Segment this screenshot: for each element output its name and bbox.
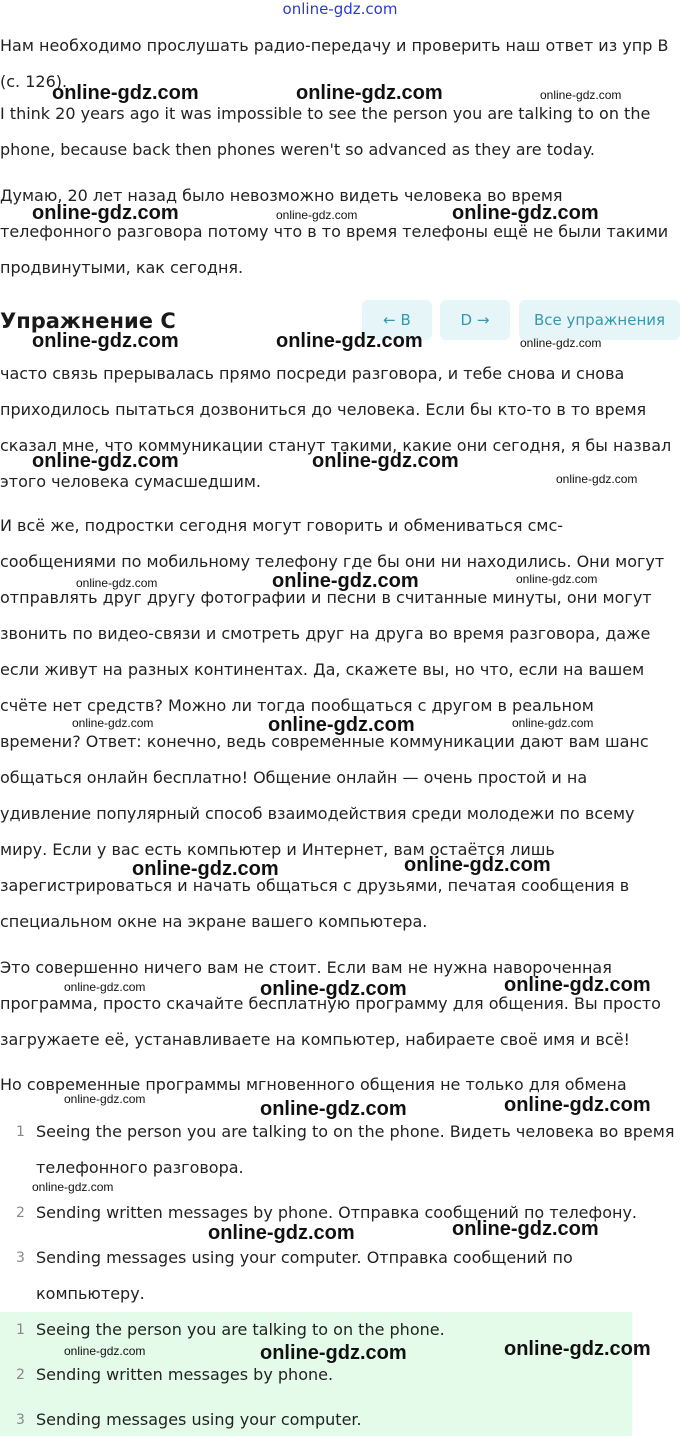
watermark: online-gdz.com [556,472,638,486]
watermark: online-gdz.com [32,450,179,472]
answers-block [0,1312,632,1436]
watermark: online-gdz.com [64,1092,146,1106]
watermark: online-gdz.com [64,1344,146,1358]
intro-answer-en: I think 20 years ago it was impossible to see the person you are talking to on the phone, because back then phones weren't so advanced as they are today. [0,104,651,159]
watermark: online-gdz.com [52,82,199,104]
watermark: online-gdz.com [32,202,179,224]
prev-exercise-button[interactable]: ← B [362,300,432,340]
text-paragraph-2: И всё же, подростки сегодня могут говорить и обмениваться смс-сообщениями по мобильному телефону где бы они ни находились. Они могут отправлять друг другу фотографии и песни в считанные минуты, они могут звонить по видео-связи и смотреть друг на друга во время разговора, даже если живут на разных континентах. Да, скажете вы, но что, если на вашем счёте нет средств? Можно ли тогда пообщаться с другом в реальном времени? Ответ: конечно, ведь современные коммуникации дают вам шанс общаться онлайн бесплатно! Общение онлайн — очень простой и на удивление популярный способ взаимодействия среди молодежи по всему миру. Если у вас есть компьютер и Интернет, вам остаётся лишь зарегистрироваться и начать общаться с друзьями, печатая сообщения в специальном окне на экране вашего компьютера. [0,516,665,931]
watermark: online-gdz.com [452,202,599,224]
next-exercise-button[interactable]: D → [440,300,510,340]
watermark: online-gdz.com [260,1098,407,1120]
watermark: online-gdz.com [540,88,622,102]
intro-task: Нам необходимо прослушать радио-передачу и проверить наш ответ из упр B (с. 126). [0,36,669,91]
watermark: online-gdz.com [512,716,594,730]
site-watermark-top: online-gdz.com [282,0,398,18]
watermark: online-gdz.com [260,978,407,1000]
text-paragraph-4: Но современные программы мгновенного общения не только для обмена [0,1075,627,1094]
watermark: online-gdz.com [208,1222,355,1244]
watermark: online-gdz.com [276,208,358,222]
watermark: online-gdz.com [272,570,419,592]
list-item: 2 Sending written messages by phone. [16,1365,334,1384]
watermark: online-gdz.com [516,572,598,586]
watermark: online-gdz.com [504,974,651,996]
watermark: online-gdz.com [276,330,423,352]
all-exercises-button[interactable]: Все упражнения [519,300,680,340]
list-item: 2 Sending written messages by phone. Отправка сообщений по телефону. [16,1203,638,1222]
translations-list [0,1114,680,1312]
watermark: online-gdz.com [520,336,602,350]
watermark: online-gdz.com [404,854,551,876]
watermark: online-gdz.com [32,1180,114,1194]
watermark: online-gdz.com [64,980,146,994]
text-paragraph-1: часто связь прерывалась прямо посреди разговора, и тебе снова и снова приходилось пытаться дозвониться до человека. Если бы кто-то в то время сказал мне, что коммуникации станут такими, какие они сегодня, я бы назвал этого человека сумасшедшим. [0,364,672,491]
watermark: online-gdz.com [260,1342,407,1364]
watermark: online-gdz.com [32,330,179,352]
answers-list [0,1312,680,1438]
list-item: 1 Seeing the person you are talking to on the phone. [16,1320,445,1339]
list-item: 1 Seeing the person you are talking to on the phone. Видеть человека во время телефонного разговора. [16,1122,675,1177]
watermark: online-gdz.com [504,1094,651,1116]
list-item: 3 Sending messages using your computer. [16,1410,362,1429]
watermark: online-gdz.com [312,450,459,472]
watermark: online-gdz.com [72,716,154,730]
intro-answer-ru: Думаю, 20 лет назад было невозможно видеть человека во время телефонного разговора потому что в то время телефоны ещё не были такими продвинутыми, как сегодня. [0,186,669,277]
watermark: online-gdz.com [504,1338,651,1360]
text-paragraph-3: Это совершенно ничего вам не стоит. Если вам не нужна навороченная программа, просто скачайте бесплатную программу для общения. Вы просто загружаете её, устанавливаете на компьютер, набираете своё имя и всё! [0,958,661,1049]
exercise-title: Упражнение C [0,309,176,333]
list-item: 3 Sending messages using your computer. Отправка сообщений по компьютеру. [16,1248,573,1303]
watermark: online-gdz.com [296,82,443,104]
watermark: online-gdz.com [452,1218,599,1240]
watermark: online-gdz.com [268,714,415,736]
watermark: online-gdz.com [132,858,279,880]
watermark: online-gdz.com [76,576,158,590]
